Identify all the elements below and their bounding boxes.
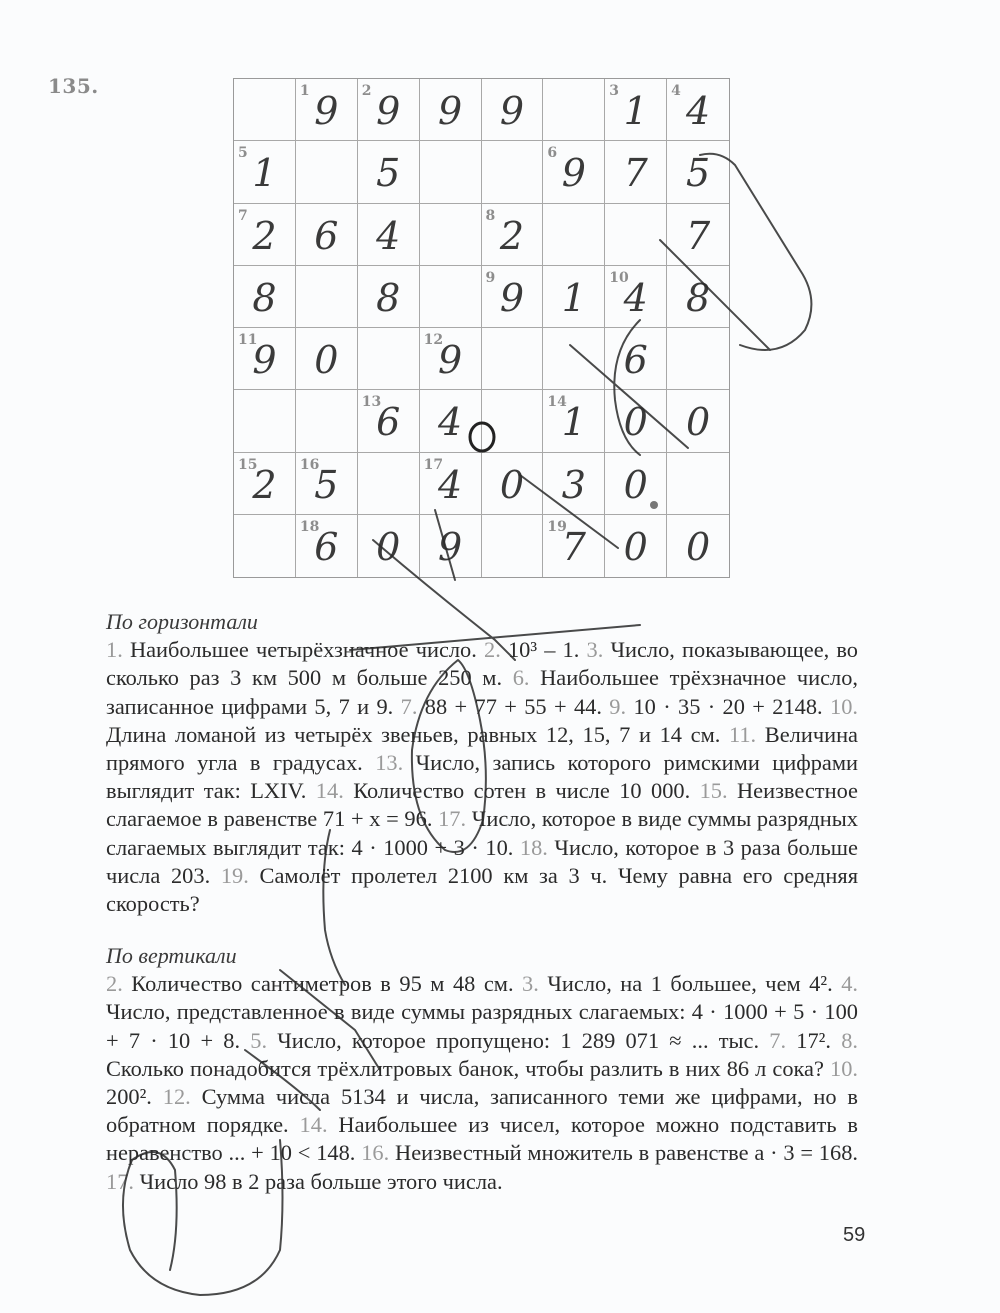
grid-cell: [420, 328, 482, 390]
clue-number: 6.: [512, 665, 530, 691]
cell-handwritten-digit: 1: [561, 400, 586, 445]
cell-handwritten-digit: 0: [623, 462, 648, 507]
clue-number: 3.: [586, 637, 604, 663]
grid-cell: [234, 141, 296, 203]
clue-number: 14.: [315, 778, 344, 804]
grid-cell: [543, 453, 605, 515]
cell-clue-number: 15: [238, 456, 258, 473]
cell-handwritten-digit: 4: [437, 462, 463, 507]
horizontal-clues-section: [106, 608, 858, 918]
clue-text: Сумма числа 5134 и числа, записанного теми же цифрами, но в обратном порядке.: [106, 1084, 858, 1138]
cell-handwritten-digit: 6: [376, 400, 401, 445]
grid-cell: [667, 390, 729, 452]
clue-number: 7.: [769, 1027, 787, 1053]
clue-number: 15.: [699, 778, 728, 804]
vertical-clues: [106, 970, 858, 1196]
grid-cell: [234, 390, 296, 452]
cell-handwritten-digit: 9: [561, 151, 586, 196]
grid-cell: [605, 266, 667, 328]
grid-cell: [234, 204, 296, 266]
grid-cell: [296, 141, 358, 203]
clue-text: Длина ломаной из четырёх звеньев, равных 12, 15, 7 и 14 см.: [106, 721, 729, 747]
clue-text: 88 + 77 + 55 + 44.: [417, 693, 610, 719]
clue-number: 10.: [830, 1055, 858, 1081]
grid-cell: [543, 515, 605, 577]
cell-handwritten-digit: 2: [252, 462, 277, 507]
grid-cell: [543, 79, 605, 141]
cell-handwritten-digit: 0: [376, 524, 401, 569]
grid-cell: [667, 79, 729, 141]
grid-cell: [296, 453, 358, 515]
clue-number: 4.: [841, 971, 858, 997]
grid-cell: [667, 141, 729, 203]
cell-clue-number: 8: [485, 207, 496, 224]
grid-cell: [358, 515, 420, 577]
cell-clue-number: 5: [238, 145, 248, 162]
cell-clue-number: 7: [238, 207, 248, 224]
clue-number: 9.: [609, 693, 627, 719]
cell-handwritten-digit: 7: [685, 213, 711, 258]
crossword-grid: [233, 78, 730, 578]
clue-number: 10.: [830, 693, 859, 719]
cell-clue-number: 9: [485, 269, 496, 286]
clue-number: 19.: [220, 862, 249, 888]
clue-number: 7.: [400, 693, 418, 719]
clue-text: Число, на 1 большее, чем 4².: [538, 971, 842, 997]
cell-handwritten-digit: 9: [314, 89, 339, 133]
clue-number: 16.: [361, 1140, 390, 1166]
grid-cell: [543, 328, 605, 390]
grid-cell: [667, 453, 729, 515]
clue-text: Наибольшее трёхзначное число, записанное цифрами 5, 7 и 9.: [106, 665, 858, 719]
cell-handwritten-digit: 8: [685, 275, 711, 320]
clue-number: 13.: [375, 750, 404, 776]
clue-number: 17.: [106, 1168, 134, 1194]
clue-text: Количество сотен в числе 10 000.: [343, 778, 700, 804]
grid-cell: [667, 515, 729, 577]
cell-handwritten-digit: 9: [499, 275, 525, 320]
grid-cell: [482, 204, 544, 266]
grid-cell: [358, 266, 420, 328]
clue-number: 18.: [519, 834, 548, 860]
clue-text: Число, показывающее, во сколько раз 3 км 500 м больше 250 м.: [106, 637, 858, 691]
grid-cell: [296, 328, 358, 390]
grid-cell: [605, 390, 667, 452]
cell-handwritten-digit: 0: [685, 524, 711, 569]
cell-clue-number: 2: [361, 83, 372, 99]
grid-cell: [543, 266, 605, 328]
cell-handwritten-digit: 6: [314, 213, 339, 258]
page-number: 59: [843, 1224, 866, 1246]
grid-cell: [234, 453, 296, 515]
grid-cell: [482, 515, 544, 577]
clue-text: Самолёт пролетел 2100 км за 3 ч. Чему равна его средняя скорость?: [106, 862, 859, 917]
grid-cell: [296, 266, 358, 328]
cell-clue-number: 10: [609, 269, 629, 286]
cell-handwritten-digit: 9: [437, 89, 463, 133]
grid-cell: [482, 328, 544, 390]
grid-cell: [358, 79, 420, 141]
cell-handwritten-digit: 0: [685, 400, 711, 445]
grid-cell: [605, 515, 667, 577]
cell-handwritten-digit: 8: [252, 275, 277, 320]
grid-cell: [543, 141, 605, 203]
grid-cell: [420, 141, 482, 203]
grid-cell: [482, 390, 544, 452]
clue-text: Число 98 в 2 раза больше этого числа.: [134, 1168, 503, 1194]
cell-handwritten-digit: 2: [499, 213, 525, 258]
cell-handwritten-digit: 7: [623, 151, 648, 196]
cell-handwritten-digit: 0: [623, 524, 648, 569]
grid-cell: [543, 204, 605, 266]
clue-number: 17.: [438, 806, 467, 832]
cell-clue-number: 16: [299, 456, 320, 473]
grid-cell: [482, 79, 544, 141]
cell-handwritten-digit: 3: [561, 462, 586, 507]
grid-cell: [296, 390, 358, 452]
grid-cell: [358, 390, 420, 452]
clue-text: Неизвестное слагаемое в равенстве 71 + x = 96.: [106, 778, 858, 832]
cell-clue-number: 18: [299, 518, 320, 535]
cell-handwritten-digit: 1: [561, 275, 586, 320]
cell-clue-number: 1: [299, 83, 310, 99]
clue-text: Наибольшее из чисел, которое можно подставить в неравенство ... + 10 < 148.: [106, 1112, 858, 1166]
cell-handwritten-digit: 4: [623, 275, 648, 320]
grid-cell: [358, 141, 420, 203]
grid-cell: [667, 328, 729, 390]
cell-handwritten-digit: 1: [623, 89, 648, 133]
clue-number: 2.: [484, 637, 501, 663]
cell-handwritten-digit: 9: [437, 338, 463, 382]
cell-clue-number: 13: [361, 394, 382, 411]
vertical-clues-section: [106, 942, 858, 1196]
grid-cell: [234, 328, 296, 390]
clue-text: 17².: [786, 1027, 842, 1053]
grid-cell: [605, 453, 667, 515]
clue-number: 8.: [841, 1027, 858, 1053]
cell-clue-number: 4: [671, 83, 681, 99]
clue-number: 12.: [162, 1084, 191, 1110]
clue-number: 11.: [728, 721, 757, 747]
clue-text: Величина прямого угла в градусах.: [106, 721, 858, 776]
grid-cell: [605, 141, 667, 203]
grid-cell: [234, 266, 296, 328]
clue-text: Сколько понадобится трёхлитровых банок, чтобы разлить в них 86 л сока?: [106, 1055, 830, 1081]
horizontal-title: По горизонтали: [106, 609, 258, 634]
clue-text: Число, представленное в виде суммы разрядных слагаемых: 4 · 1000 + 5 · 100 + 7 · 10 + 8.: [106, 999, 858, 1053]
cell-handwritten-digit: 9: [499, 89, 525, 133]
clue-text: Число, запись которого римскими цифрами выглядит так: LXIV.: [106, 750, 859, 804]
grid-cell: [420, 204, 482, 266]
clue-number: 5.: [250, 1027, 268, 1053]
grid-cell: [420, 390, 482, 452]
cell-handwritten-digit: 9: [252, 338, 277, 382]
grid-cell: [482, 141, 544, 203]
cell-clue-number: 14: [547, 394, 567, 411]
cell-clue-number: 17: [423, 456, 444, 473]
grid-cell: [358, 453, 420, 515]
clue-text: Число, которое в виде суммы разрядных слагаемых выглядит так: 4 · 1000 + 3 · 10.: [106, 806, 859, 860]
grid-cell: [482, 266, 544, 328]
clue-text: Число, которое пропущено: 1 289 071 ≈ ... тыс.: [267, 1027, 770, 1053]
cell-clue-number: 12: [423, 332, 444, 348]
cell-clue-number: 19: [547, 518, 567, 535]
clue-number: 14.: [299, 1112, 328, 1138]
grid-cell: [482, 453, 544, 515]
horizontal-clues: [106, 636, 858, 918]
grid-cell: [605, 204, 667, 266]
grid-cell: [667, 266, 729, 328]
vertical-title: По вертикали: [106, 943, 237, 968]
cell-handwritten-digit: 0: [314, 338, 339, 382]
cell-handwritten-digit: 9: [376, 89, 401, 133]
grid-cell: [543, 390, 605, 452]
grid-cell: [358, 328, 420, 390]
grid-cell: [358, 204, 420, 266]
clue-text: 200².: [106, 1084, 163, 1110]
grid-cell: [234, 515, 296, 577]
cell-handwritten-digit: 5: [314, 462, 339, 507]
cell-handwritten-digit: 0: [623, 400, 648, 445]
grid-cell: [296, 515, 358, 577]
grid-cell: [296, 79, 358, 141]
clue-text: Наибольшее четырёхзначное число.: [122, 637, 485, 663]
grid-cell: [605, 79, 667, 141]
cell-handwritten-digit: 5: [376, 151, 401, 196]
clue-text: Число, которое в 3 раза больше числа 203.: [106, 834, 858, 888]
cell-handwritten-digit: 9: [437, 524, 463, 569]
clue-number: 3.: [522, 971, 539, 997]
cell-handwritten-digit: 5: [685, 151, 711, 196]
grid-cell: [420, 79, 482, 141]
grid-cell: [420, 266, 482, 328]
cell-handwritten-digit: 2: [252, 213, 277, 258]
cell-clue-number: 11: [238, 332, 258, 348]
cell-handwritten-digit: 7: [561, 524, 586, 569]
cell-handwritten-digit: 6: [623, 338, 648, 382]
cell-handwritten-digit: 4: [437, 400, 463, 445]
grid-cell: [296, 204, 358, 266]
cell-clue-number: 6: [547, 145, 558, 162]
cell-handwritten-digit: 4: [376, 213, 401, 258]
grid-cell: [420, 515, 482, 577]
grid-cell: [420, 453, 482, 515]
cell-handwritten-digit: 1: [252, 151, 277, 196]
grid-cell: [234, 79, 296, 141]
clue-text: Неизвестный множитель в равенстве a · 3 = 168.: [389, 1140, 858, 1166]
clue-text: Количество сантиметров в 95 м 48 см.: [122, 971, 523, 997]
clue-number: 1.: [106, 637, 123, 663]
cell-handwritten-digit: 6: [314, 524, 339, 569]
cell-handwritten-digit: 4: [685, 89, 711, 133]
grid-cell: [605, 328, 667, 390]
cell-clue-number: 3: [609, 83, 619, 99]
clue-text: 10³ – 1.: [500, 637, 587, 663]
clue-text: 10 · 35 · 20 + 2148.: [626, 693, 831, 719]
clue-number: 2.: [106, 971, 123, 997]
cell-handwritten-digit: 8: [376, 275, 401, 320]
problem-number: 135.: [48, 74, 99, 98]
grid-cell: [667, 204, 729, 266]
cell-handwritten-digit: 0: [499, 462, 525, 507]
